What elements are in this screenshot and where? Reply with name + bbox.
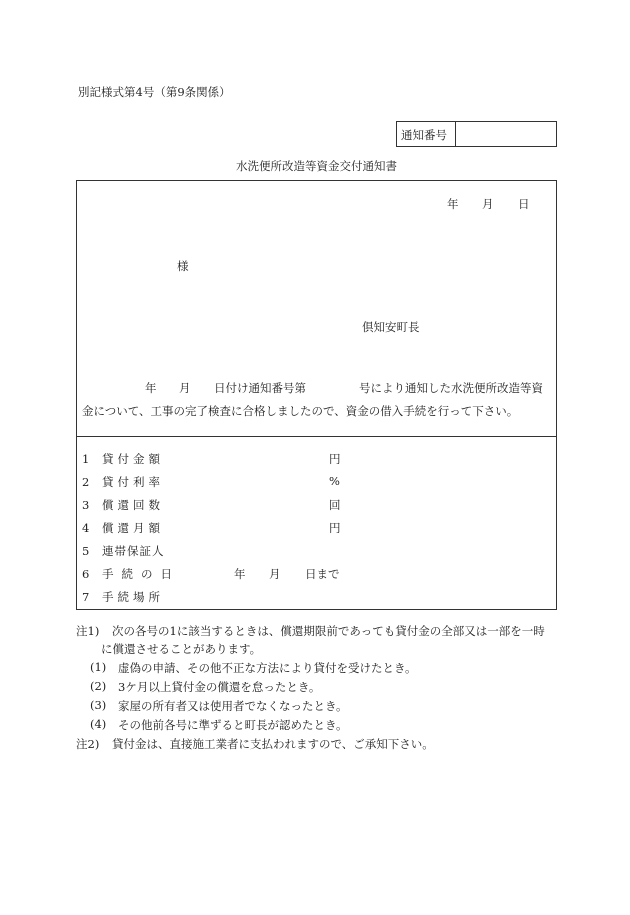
note1-line1: 次の各号の1に該当するときは、償還期限前であっても貸付金の全部又は一部を一時: [112, 624, 545, 638]
section-divider: [76, 436, 557, 437]
body-notice: 日付け通知番号第: [214, 381, 306, 395]
item-procedure-place: [82, 589, 164, 605]
addressee-suffix: 様: [177, 259, 189, 273]
notice-number-field[interactable]: [457, 123, 555, 145]
date-year: 年: [447, 197, 459, 211]
notice-number-divider: [455, 121, 456, 147]
note1-label: 注1): [76, 624, 100, 638]
note1-sub-1: 虚偽の申請、その他不正な方法により貸付を受けたとき。: [118, 661, 417, 675]
item-number: 6: [82, 567, 90, 581]
item-label: 手続の日: [102, 567, 180, 581]
item-unit: 円: [329, 452, 341, 466]
note2-text: 貸付金は、直接施工業者に支払われますので、ご承知下さい。: [112, 737, 434, 751]
body-rest: 号により通知した水洗便所改造等資: [359, 381, 543, 395]
item-loan-rate: [82, 474, 164, 490]
item-number: 5: [82, 544, 90, 558]
item-label: 償還月額: [102, 521, 164, 535]
item-label: 貸付金額: [102, 452, 164, 466]
item-repay-count: [82, 497, 164, 513]
body-line2: 金について、工事の完了検査に合格しましたので、資金の借入手続を行って下さい。: [82, 404, 519, 418]
item-procedure-date: [82, 566, 180, 582]
item-guarantor: [82, 543, 165, 559]
item-unit: 円: [329, 521, 341, 535]
note1-sub-4-no: (4): [90, 717, 107, 731]
date-month: 月: [482, 197, 494, 211]
notice-number-label: 通知番号: [401, 128, 447, 142]
item-label: 連帯保証人: [102, 544, 165, 558]
note1-sub-2-no: (2): [90, 679, 107, 693]
item-loan-amount: [82, 451, 164, 467]
proc-day-until: 日まで: [305, 567, 340, 581]
note1-sub-1-no: (1): [90, 660, 107, 674]
item-unit: 回: [329, 498, 341, 512]
body-year: 年: [145, 381, 157, 395]
item-number: 3: [82, 498, 90, 512]
note1-sub-4: その他前各号に準ずると町長が認めたとき。: [118, 718, 348, 732]
item-repay-monthly: [82, 520, 164, 536]
item-label: 手続場所: [102, 590, 164, 604]
item-label: 償還回数: [102, 498, 164, 512]
note2-label: 注2): [76, 737, 100, 751]
item-unit: %: [329, 474, 340, 488]
form-code: 別記様式第4号（第9条関係）: [78, 85, 231, 99]
note1-line2: に償還させることがあります。: [101, 642, 262, 656]
note1-sub-3-no: (3): [90, 698, 107, 712]
item-number: 7: [82, 590, 90, 604]
item-number: 4: [82, 521, 90, 535]
issuer: 倶知安町長: [362, 320, 420, 334]
date-day: 日: [518, 197, 530, 211]
proc-year: 年: [234, 567, 246, 581]
item-number: 2: [82, 475, 90, 489]
note1-sub-3: 家屋の所有者又は使用者でなくなったとき。: [118, 699, 348, 713]
note1-sub-2: 3ケ月以上貸付金の償還を怠ったとき。: [118, 680, 321, 694]
item-label: 貸付利率: [102, 475, 164, 489]
body-month: 月: [179, 381, 191, 395]
item-number: 1: [82, 452, 90, 466]
document-title: 水洗便所改造等資金交付通知書: [236, 159, 397, 173]
proc-month: 月: [269, 567, 281, 581]
